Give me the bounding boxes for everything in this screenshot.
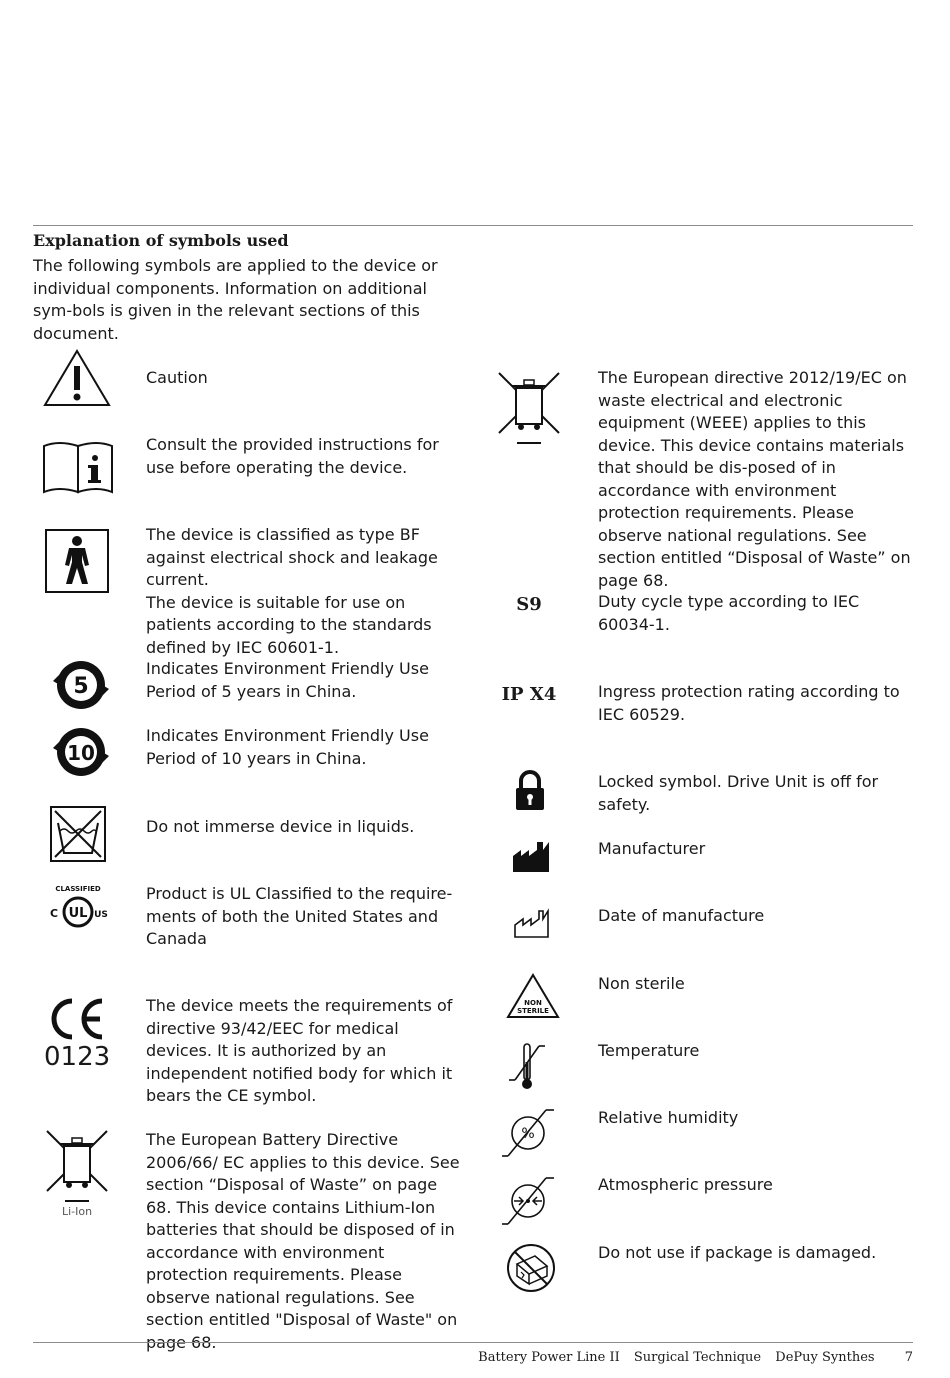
efup-5-digit: 5 [73, 674, 89, 699]
humidity-text: Relative humidity [598, 1108, 739, 1127]
ul-c-label: C [49, 907, 59, 920]
page-number: 7 [904, 1350, 913, 1365]
do-not-immerse-icon [49, 805, 107, 863]
ce-mark-icon [46, 997, 106, 1041]
footer-company: DePuy Synthes [775, 1350, 875, 1365]
footer-product: Battery Power Line II [478, 1350, 620, 1365]
ul-mark: UL [68, 906, 88, 921]
humidity-percent-sign: % [521, 1126, 535, 1142]
instructions-text: Consult the provided instructions for use before operating the device. [146, 435, 439, 477]
efup-10-digits: 10 [67, 741, 95, 765]
non-sterile-label-2: STERILE [517, 1007, 549, 1015]
page-footer [468, 1350, 913, 1365]
manufacturer-icon [511, 840, 551, 874]
type-bf-icon [44, 528, 110, 594]
ul-us-label: US [94, 910, 108, 920]
intro-paragraph: The following symbols are applied to the device or individual components. Information on additional sym-bols is given in the relevant sections of this document. [33, 256, 438, 343]
top-divider [33, 225, 913, 226]
section-title: Explanation of symbols used [33, 231, 289, 250]
do-not-immerse-text: Do not immerse device in liquids. [146, 817, 415, 836]
atmospheric-pressure-text: Atmospheric pressure [598, 1175, 773, 1194]
efup-5-text: Indicates Environment Friendly Use Period of 5 years in China. [146, 659, 429, 701]
ipx4-text: Ingress protection rating according to IEC 60529. [598, 682, 900, 724]
li-ion-label: Li-Ion [61, 1205, 93, 1218]
damaged-package-text: Do not use if package is damaged. [598, 1243, 877, 1262]
atmospheric-pressure-icon [502, 1174, 558, 1230]
s9-text: Duty cycle type according to IEC 60034-1. [598, 592, 860, 634]
non-sterile-label-1: NON [524, 999, 542, 1007]
damaged-package-icon [505, 1242, 557, 1294]
caution-icon [42, 348, 112, 408]
footer-document: Surgical Technique [633, 1350, 762, 1365]
s9-label: S9 [516, 594, 542, 615]
instructions-book-icon [41, 440, 115, 496]
ul-classified-label: CLASSIFIED [55, 885, 101, 893]
temperature-text: Temperature [598, 1041, 700, 1060]
lock-icon [513, 770, 547, 812]
date-of-manufacture-icon [511, 905, 551, 939]
date-of-manufacture-text: Date of manufacture [598, 906, 765, 925]
battery-disposal-icon [44, 1128, 110, 1204]
weee-text: The European directive 2012/19/EC on waste electrical and electronic equipment (WEEE) applies to this device. This device contains materials that should be dis-posed of in accordance with environment protection requirements. Please observe national regulations. See section entitled “Disposal of Waste” on page 68. [598, 368, 911, 590]
ul-classified-text: Product is UL Classified to the require-ments of both the United States and Canada [146, 884, 453, 948]
ce-text: The device meets the requirements of directive 93/42/EEC for medical devices. It is authorized by an independent notified body for which it bears the CE symbol. [146, 996, 453, 1105]
locked-text: Locked symbol. Drive Unit is off for safety. [598, 772, 879, 814]
ul-classified-icon [46, 880, 110, 930]
bottom-divider [33, 1342, 913, 1343]
battery-directive-text: The European Battery Directive 2006/66/ EC applies to this device. See section “Disposal of Waste” on page 68. This device contains Lithium-Ion batteries that should be disposed of in accordance with environment protection requirements. Please observe national regulations. See section entitled "Disposal of Waste" on page 68. [146, 1130, 460, 1352]
efup-5-icon [51, 657, 111, 713]
non-sterile-text: Non sterile [598, 974, 685, 993]
weee-bin-icon [496, 370, 562, 446]
temperature-icon [507, 1040, 547, 1092]
type-bf-text: The device is classified as type BF against electrical shock and leakage current. The device is suitable for use on patients according to the standards defined by IEC 60601-1. [146, 525, 438, 657]
humidity-icon [502, 1106, 558, 1162]
efup-10-icon [51, 724, 111, 780]
ce-notified-body-number: 0123 [44, 1042, 111, 1072]
efup-10-text: Indicates Environment Friendly Use Period of 10 years in China. [146, 726, 429, 768]
caution-text: Caution [146, 368, 208, 387]
manufacturer-text: Manufacturer [598, 839, 706, 858]
ipx4-label: IP X4 [501, 684, 557, 705]
non-sterile-icon [505, 972, 561, 1020]
